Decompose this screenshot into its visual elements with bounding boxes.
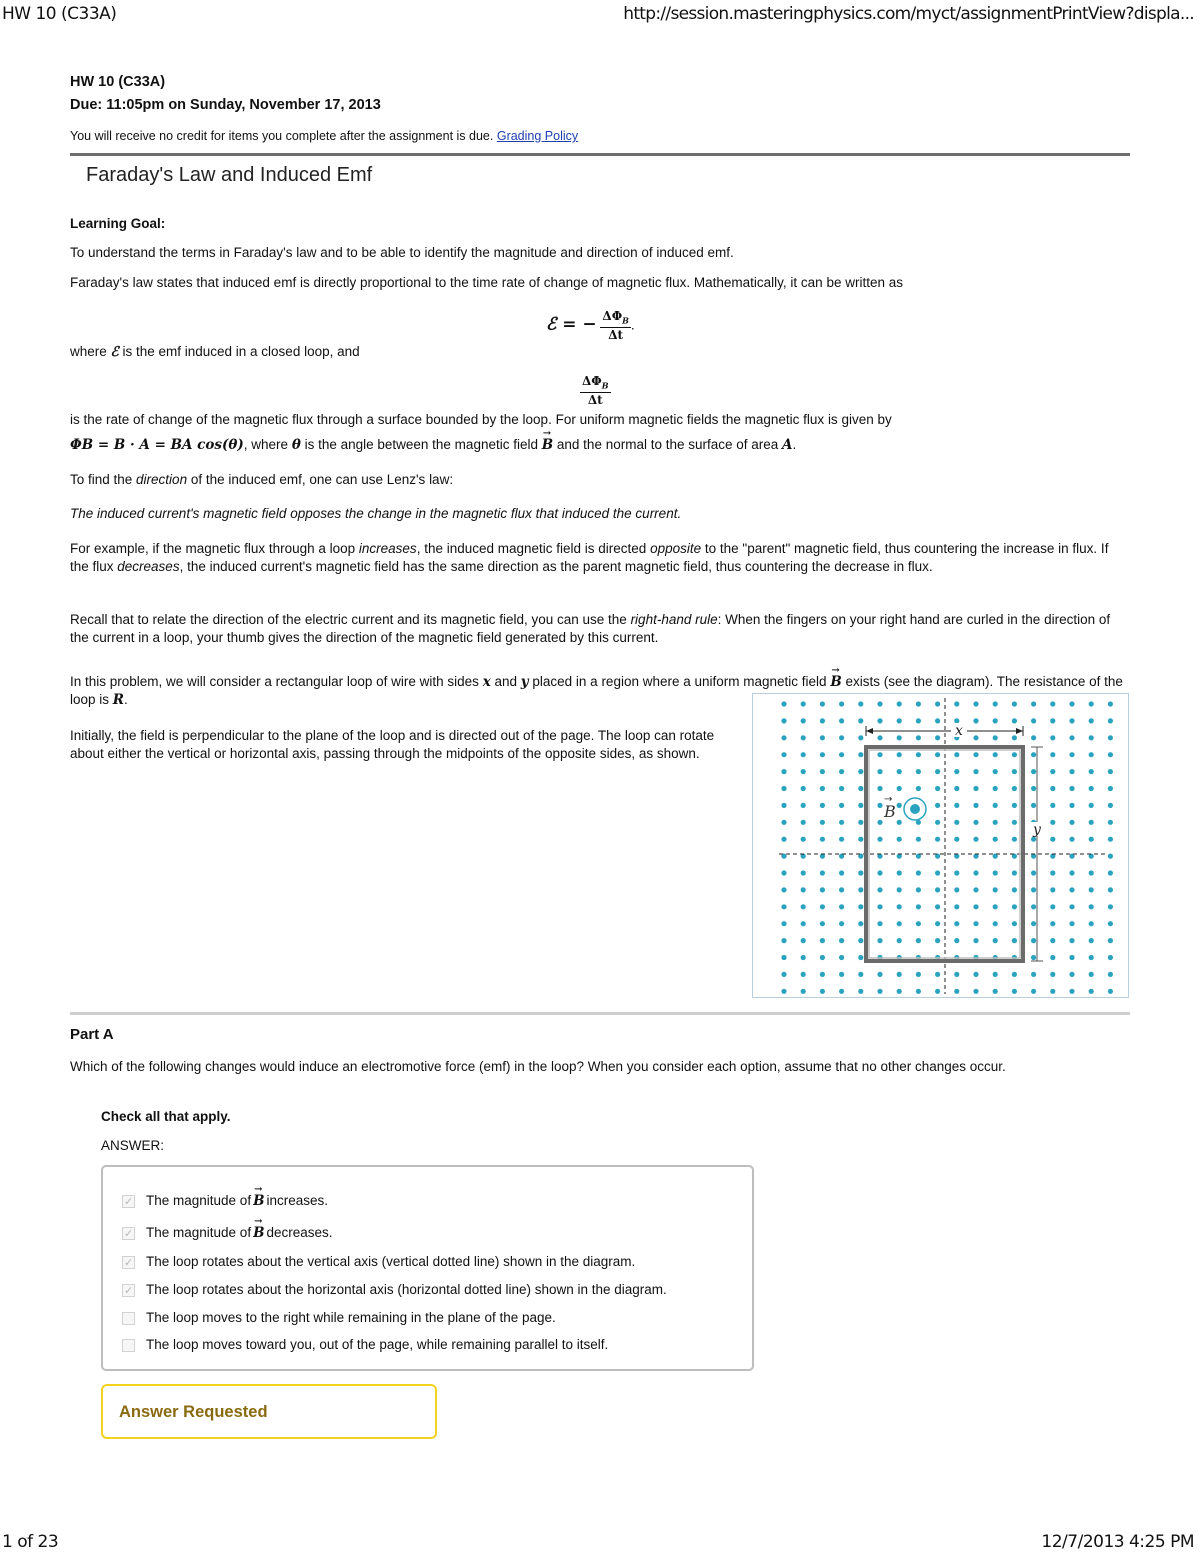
answer-label: ANSWER: bbox=[101, 1138, 165, 1153]
checkbox-unchecked[interactable] bbox=[122, 1312, 135, 1325]
checkbox-checked[interactable] bbox=[122, 1284, 135, 1297]
late-notice bbox=[70, 127, 578, 145]
flux-rate-equation: $\frac{\Delta\Phi_B}{\Delta t}$ bbox=[582, 374, 609, 408]
status-label: Answer Requested bbox=[119, 1403, 268, 1421]
checkbox-checked[interactable] bbox=[122, 1227, 135, 1240]
part-a-label: Part A bbox=[70, 1026, 114, 1043]
print-header-title: HW 10 (C33A) bbox=[2, 4, 117, 24]
faraday-intro: Faraday's law states that induced emf is directly proportional to the time rate of change of magnetic flux. Mathematically, it can be written as bbox=[70, 275, 903, 290]
header-divider bbox=[70, 153, 1130, 156]
svg-text:→: → bbox=[884, 794, 893, 805]
svg-text:x: x bbox=[955, 723, 963, 739]
checkbox-unchecked[interactable] bbox=[122, 1339, 135, 1352]
due-date: Due: 11:05pm on Sunday, November 17, 2013 bbox=[70, 97, 381, 113]
lenz-intro: To find the direction of the induced emf, one can use Lenz's law: bbox=[70, 472, 454, 487]
svg-text:y: y bbox=[1033, 822, 1041, 838]
option-move-toward[interactable]: The loop moves toward you, out of the page, while remaining parallel to itself. bbox=[122, 1336, 608, 1354]
option-rotate-vertical[interactable]: ✓ The loop rotates about the vertical axis (vertical dotted line) shown in the diagram. bbox=[122, 1253, 635, 1271]
grading-policy-link[interactable]: Grading Policy bbox=[496, 129, 579, 143]
assignment-title: HW 10 (C33A) bbox=[70, 74, 166, 90]
faraday-equation: ℰ = − $\frac{\Delta\Phi_B}{\Delta t}$ . bbox=[546, 309, 635, 343]
answer-requested-badge bbox=[101, 1384, 437, 1439]
checkbox-checked[interactable] bbox=[122, 1256, 135, 1269]
checkbox-checked[interactable] bbox=[122, 1195, 135, 1208]
right-hand-rule: Recall that to relate the direction of the electric current and its magnetic field, you can use the right-hand rule: When the fingers on your right hand are curled in the direction of the current in a loop, your thumb gives the direction of the magnetic field generated by this current. bbox=[70, 612, 1111, 645]
flux-rate-description: is the rate of change of the magnetic flux through a surface bounded by the loop. For uniform magnetic fields the magnetic flux is given by bbox=[70, 412, 892, 427]
option-move-right[interactable]: The loop moves to the right while remaining in the plane of the page. bbox=[122, 1309, 556, 1327]
problem-setup: In this problem, we will consider a rectangular loop of wire with sides x and y placed in a region where a uniform magnetic field → B exists (see the diagram). The resistance of the loop is R. bbox=[70, 673, 1130, 709]
flux-formula-line: ΦB = B · A = BA cos(θ), where θ is the angle between the magnetic field → B and the normal to the surface of area A. bbox=[70, 436, 1130, 454]
learning-goal-text: To understand the terms in Faraday's law and to be able to identify the magnitude and direction of induced emf. bbox=[70, 245, 734, 260]
option-b-decreases[interactable]: ✓ The magnitude of → B decreases. bbox=[122, 1224, 333, 1242]
late-notice-text: You will receive no credit for items you complete after the assignment is due. bbox=[70, 129, 494, 143]
option-b-increases[interactable]: ✓ The magnitude of → B increases. bbox=[122, 1192, 328, 1210]
part-a-instruction: Check all that apply. bbox=[101, 1109, 231, 1124]
part-a-question: Which of the following changes would induce an electromotive force (emf) in the loop? When you consider each option, assume that no other changes occur. bbox=[70, 1059, 1006, 1074]
flux-formula: ΦB = B · A = BA cos(θ) bbox=[70, 437, 244, 453]
svg-text:B: B bbox=[884, 802, 896, 821]
flux-rate-fraction: $\frac{\Delta\Phi_B}{\Delta t}$ bbox=[602, 309, 629, 343]
option-rotate-horizontal[interactable]: ✓ The loop rotates about the horizontal axis (horizontal dotted line) shown in the diagram. bbox=[122, 1281, 667, 1299]
magnetic-field-diagram bbox=[753, 694, 1128, 997]
learning-goal-label: Learning Goal: bbox=[70, 216, 166, 231]
page-number: 1 of 23 bbox=[2, 1532, 59, 1552]
emf-definition: where ℰ is the emf induced in a closed loop, and bbox=[70, 344, 360, 360]
problem-title: Faraday's Law and Induced Emf bbox=[86, 164, 373, 186]
print-header-url: http://session.masteringphysics.com/myct/assignmentPrintView?displa... bbox=[623, 4, 1194, 24]
initial-conditions: Initially, the field is perpendicular to the plane of the loop and is directed out of the page. The loop can rotate about either the vertical or horizontal axis, passing through the midpoints of the opposite sides, as shown. bbox=[70, 728, 715, 761]
lenz-example: For example, if the magnetic flux through a loop increases, the induced magnetic field is directed opposite to the "parent" magnetic field, thus countering the increase in flux. If the flux decreases, the induced current's magnetic field has the same direction as the parent magnetic field, thus countering the decrease in flux. bbox=[70, 541, 1109, 574]
part-divider bbox=[70, 1012, 1130, 1015]
loop-diagram bbox=[752, 693, 1129, 998]
answer-options bbox=[101, 1165, 754, 1371]
lenz-law: The induced current's magnetic field opposes the change in the magnetic flux that induced the current. bbox=[70, 506, 682, 521]
print-datetime: 12/7/2013 4:25 PM bbox=[1041, 1532, 1194, 1552]
